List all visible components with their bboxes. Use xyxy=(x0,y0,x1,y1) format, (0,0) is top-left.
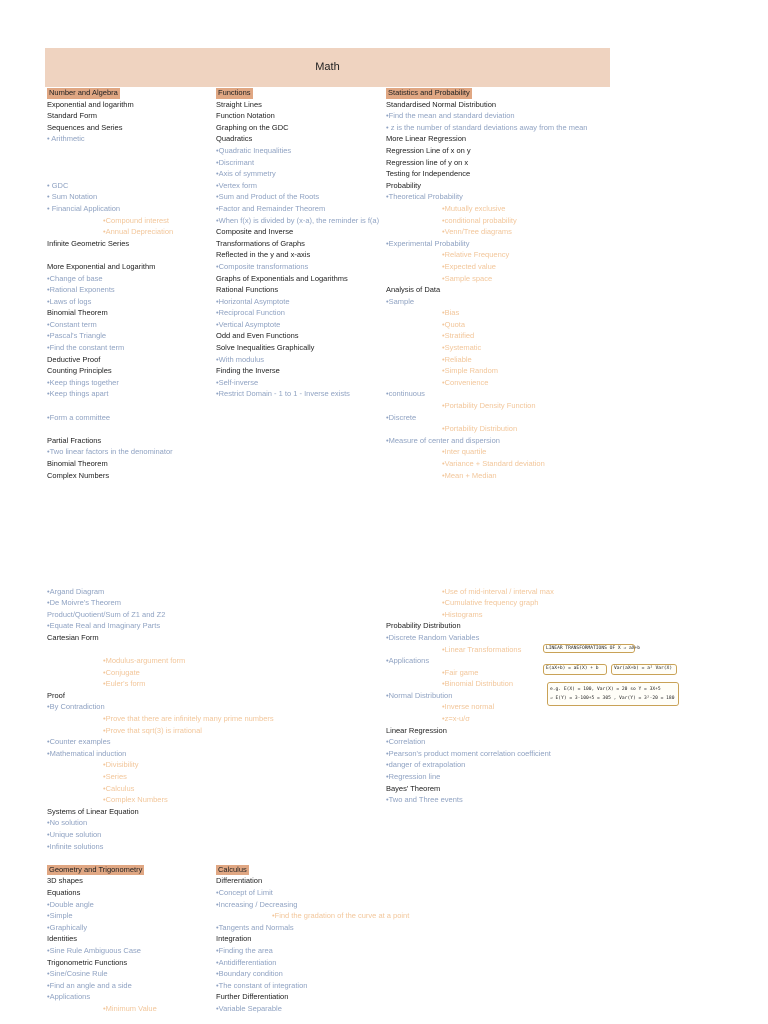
subtopic-line: •Laws of logs xyxy=(47,296,92,306)
subtopic-line: •Find an angle and a side xyxy=(47,980,132,990)
detail-line: •Conjugate xyxy=(103,667,140,677)
topic-line: Differentiation xyxy=(216,876,263,886)
detail-line: •Portability Distribution xyxy=(442,424,518,434)
subtopic-line: •Mathematical induction xyxy=(47,748,127,758)
subtopic-line: •Applications xyxy=(47,992,91,1002)
topic-line: Analysis of Data xyxy=(386,285,441,295)
subtopic-line: •Regression line xyxy=(386,772,441,782)
detail-line: •Divisibility xyxy=(103,760,139,770)
topic-line: Cartesian Form xyxy=(47,632,99,642)
detail-line: •Histograms xyxy=(442,609,483,619)
section-header: Number and Algebra xyxy=(49,88,118,97)
subtopic-line: •Graphically xyxy=(47,922,88,932)
subtopic-line: •Equate Real and Imaginary Parts xyxy=(47,621,161,631)
topic-line: Partial Fractions xyxy=(47,435,102,445)
topic-line: Regression Line of x on y xyxy=(386,145,471,155)
detail-line: •z=x-u/σ xyxy=(442,714,470,724)
subtopic-line: • Arithmetic xyxy=(47,134,85,144)
detail-line: •Systematic xyxy=(442,343,482,353)
detail-line: •Relative Frequency xyxy=(442,250,510,260)
detail-line: •Linear Transformations xyxy=(442,644,522,654)
topic-line: Linear Regression xyxy=(386,725,447,735)
section-header: Statistics and Probability xyxy=(388,88,470,97)
topic-line: Counting Principles xyxy=(47,366,112,376)
detail-line: •Reliable xyxy=(442,354,472,364)
detail-line: •Inter quartile xyxy=(442,447,487,457)
subtopic-line: •Reciprocal Function xyxy=(216,308,285,318)
subtopic-line: •Sum and Product of the Roots xyxy=(216,192,320,202)
topic-line: Function Notation xyxy=(216,111,275,121)
note-example-line-2: ⇒ E(Y) = 3·100+5 = 305 , Var(Y) = 3²·20 = 180 xyxy=(550,696,675,701)
topic-line: Transformations of Graphs xyxy=(216,238,305,248)
detail-line: •Prove that there are infinitely many prime numbers xyxy=(103,714,274,724)
subtopic-line: •Double angle xyxy=(47,899,94,909)
subtopic-line: •Change of base xyxy=(47,273,103,283)
subtopic-line: •Finding the area xyxy=(216,945,273,955)
detail-line: •Mutually exclusive xyxy=(442,203,506,213)
subtopic-line: •Sample xyxy=(386,296,415,306)
detail-line: •Fair game xyxy=(442,667,479,677)
detail-line: •Annual Depreciation xyxy=(103,227,174,237)
topic-line xyxy=(216,829,456,841)
note-formula-mean: E(aX+b) = aE(X) + b xyxy=(543,664,607,675)
note-example xyxy=(547,682,679,706)
detail-line: •Quota xyxy=(442,319,466,329)
subtopic-line: •With modulus xyxy=(216,354,265,364)
subtopic-line: •Axis of symmetry xyxy=(216,169,276,179)
topic-line xyxy=(216,841,456,853)
topic-line: Systems of Linear Equation xyxy=(47,806,139,816)
note-formula-variance: Var(aX+b) = a² Var(X) xyxy=(611,664,677,675)
subtopic-line: •Increasing / Decreasing xyxy=(216,899,298,909)
subtopic-line: •Keep things apart xyxy=(47,389,109,399)
subtopic-line: •Find the constant term xyxy=(47,343,125,353)
topic-line: 3D shapes xyxy=(47,876,83,886)
topic-line xyxy=(216,806,456,818)
subtopic-line: •Unique solution xyxy=(47,830,102,839)
detail-line: •Euler's form xyxy=(103,679,146,689)
title-banner xyxy=(45,48,610,87)
detail-line: •Sample space xyxy=(442,273,493,283)
subtopic-line: •Vertical Asymptote xyxy=(216,319,281,329)
topic-line xyxy=(386,504,626,516)
subtopic-line: •De Moivre's Theorem xyxy=(47,598,121,608)
section-header-row xyxy=(216,864,456,876)
subtopic-line: •Horizontal Asymptote xyxy=(216,296,290,306)
subtopic-line: •Antidifferentiation xyxy=(216,957,277,967)
subtopic-line: •Concept of Limit xyxy=(216,887,273,897)
subtopic-line: •Find the mean and standard deviation xyxy=(386,111,515,121)
topic-line: Further Differentiation xyxy=(216,992,289,1002)
topic-line: Probability xyxy=(386,180,422,190)
subtopic-line: • Financial Application xyxy=(47,203,121,213)
note-example-line-1: e.g. E(X) = 100, Var(X) = 20 so Y = 3X+5 xyxy=(550,687,661,692)
topic-line xyxy=(386,516,626,528)
subtopic-line: •Sine Rule Ambiguous Case xyxy=(47,945,141,955)
linear-transformations-note xyxy=(543,644,683,708)
subtopic-line: •Restrict Domain - 1 to 1 - Inverse exists xyxy=(216,389,350,399)
topic-line xyxy=(386,539,626,551)
topic-line: Odd and Even Functions xyxy=(216,331,299,341)
topic-line: Identities xyxy=(47,934,78,944)
topic-line xyxy=(386,562,626,574)
subtopic-line: •Experimental Probability xyxy=(386,238,470,248)
subtopic-line: •danger of extrapolation xyxy=(386,760,466,770)
detail-line: •Complex Numbers xyxy=(103,795,168,805)
topic-line: Regression line of y on x xyxy=(386,157,469,167)
subtopic-line: •Pascal's Triangle xyxy=(47,331,107,341)
topic-line: Equations xyxy=(47,887,81,897)
subtopic-line: •continuous xyxy=(386,389,425,399)
subtopic-line: •Applications xyxy=(386,656,430,666)
topic-line: More Linear Regression xyxy=(386,134,467,144)
topic-line: Rational Functions xyxy=(216,285,279,295)
detail-line: •Find the gradation of the curve at a point xyxy=(272,911,410,921)
detail-line: •Prove that sqrt(3) is irrational xyxy=(103,725,202,735)
topic-line: Bayes' Theorem xyxy=(386,783,441,793)
topic-line: Binomial Theorem xyxy=(47,459,108,468)
subtopic-line: • Sum Notation xyxy=(47,192,98,202)
subtopic-line: •Rational Exponents xyxy=(47,285,115,295)
subtopic-line: •Self-inverse xyxy=(216,377,259,387)
section-header: Calculus xyxy=(218,864,247,874)
detail-line: •conditional probability xyxy=(442,215,517,225)
topic-line: Integration xyxy=(216,934,252,944)
detail-line: •Expected value xyxy=(442,261,496,271)
detail-line: •Inverse normal xyxy=(442,702,495,712)
topic-line xyxy=(386,528,626,540)
subtopic-line: • z is the number of standard deviations away from the mean xyxy=(386,122,588,132)
detail-line: •Calculus xyxy=(103,783,135,793)
subtopic-line: •Simple xyxy=(47,911,73,921)
topic-line: Reflected in the y and x-axis xyxy=(216,250,311,260)
subtopic-line: •Theoretical Probability xyxy=(386,192,463,202)
topic-line xyxy=(386,574,626,586)
subtopic-line: •Keep things together xyxy=(47,377,119,387)
detail-line: •Venn/Tree diagrams xyxy=(442,227,512,237)
detail-line: •Variance + Standard deviation xyxy=(442,459,545,468)
topic-line: Trigonometric Functions xyxy=(47,957,128,967)
topic-line: Finding the Inverse xyxy=(216,366,280,376)
subtopic-line: •Factor and Remainder Theorem xyxy=(216,203,326,213)
topic-line: Composite and Inverse xyxy=(216,227,294,237)
detail-line: •Binomial Distribution xyxy=(442,679,513,689)
subtopic-line: •Quadratic Inequalities xyxy=(216,145,292,155)
detail-line: •Series xyxy=(103,772,127,782)
subtopic-line: •Correlation xyxy=(386,737,426,747)
topic-line xyxy=(216,852,456,864)
subtopic-line: •The constant of integration xyxy=(216,980,308,990)
topic-line: Graphs of Exponentials and Logarithms xyxy=(216,273,348,283)
page-title: Math xyxy=(315,61,340,73)
subtopic-line: •Form a committee xyxy=(47,412,111,422)
detail-line: •Simple Random xyxy=(442,366,498,376)
topic-line: Exponential and logarithm xyxy=(47,99,134,109)
topic-line: Proof xyxy=(47,690,65,700)
topic-line: More Exponential and Logarithm xyxy=(47,261,156,271)
subtopic-line: •Normal Distribution xyxy=(386,690,453,700)
topic-line: Deductive Proof xyxy=(47,354,101,364)
topic-line: Sequences and Series xyxy=(47,122,123,132)
subtopic-line: • GDC xyxy=(47,180,69,190)
detail-line: •Use of mid-interval / interval max xyxy=(442,586,554,596)
topic-line: Graphing on the GDC xyxy=(216,122,289,132)
topic-line xyxy=(386,481,626,493)
topic-line: Standardised Normal Distribution xyxy=(386,99,497,109)
subtopic-line: •Argand Diagram xyxy=(47,586,105,596)
detail-line: •Portability Density Function xyxy=(442,401,536,411)
section-header-row xyxy=(386,87,626,99)
topic-line: Infinite Geometric Series xyxy=(47,238,130,248)
subtopic-line: •Boundary condition xyxy=(216,969,283,979)
subtopic-line: •Two linear factors in the denominator xyxy=(47,447,173,457)
subtopic-line: •Pearson's product moment correlation coefficient xyxy=(386,748,551,758)
topic-line: Straight Lines xyxy=(216,99,262,109)
topic-line xyxy=(386,551,626,563)
detail-line: •Mean + Median xyxy=(442,470,497,480)
detail-line: •Cumulative frequency graph xyxy=(442,598,539,608)
subtopic-line: •Variable Separable xyxy=(216,1003,282,1013)
detail-line: •Minimum Value xyxy=(103,1003,157,1013)
subtopic-line: •Infinite solutions xyxy=(47,841,104,851)
topic-line: Probability Distribution xyxy=(386,621,461,631)
detail-line: •Compound interest xyxy=(103,215,169,225)
subtopic-line: •Discrete xyxy=(386,412,417,422)
subtopic-line: •Sine/Cosine Rule xyxy=(47,969,108,979)
subtopic-line: •By Contradiction xyxy=(47,702,105,712)
topic-line xyxy=(386,493,626,505)
section-header: Functions xyxy=(218,88,251,97)
subtopic-line: •Discrimant xyxy=(216,157,255,167)
topic-line xyxy=(216,817,456,829)
subtopic-line: •No solution xyxy=(47,818,88,828)
subtopic-line: •Composite transformations xyxy=(216,261,309,271)
subtopic-line: •Counter examples xyxy=(47,737,111,747)
subtopic-line: •Tangents and Normals xyxy=(216,922,294,932)
detail-line: •Modulus-argument form xyxy=(103,656,186,666)
section-header: Geometry and Trigonometry xyxy=(49,864,143,874)
detail-line: •Bias xyxy=(442,308,460,318)
subtopic-line: Product/Quotient/Sum of Z1 and Z2 xyxy=(47,609,166,619)
topic-line: Solve Inequalities Graphically xyxy=(216,343,315,353)
subtopic-line: •Measure of center and dispersion xyxy=(386,435,500,445)
detail-line: •Convenience xyxy=(442,377,489,387)
subtopic-line: •Two and Three events xyxy=(386,795,463,805)
topic-line: Complex Numbers xyxy=(47,470,110,480)
topic-line: Quadratics xyxy=(216,134,253,144)
topic-line: Testing for Independence xyxy=(386,169,471,179)
subtopic-line: •When f(x) is divided by (x-a), the reminder is f(a) xyxy=(216,215,380,225)
topic-line: Binomial Theorem xyxy=(47,308,108,318)
subtopic-line: •Constant term xyxy=(47,319,97,329)
note-title: LINEAR TRANSFORMATIONS OF X ⇒ aX+b xyxy=(543,644,635,653)
detail-line: •Stratified xyxy=(442,331,475,341)
subtopic-line: •Discrete Random Variables xyxy=(386,632,480,642)
topic-line: Standard Form xyxy=(47,111,98,121)
subtopic-line: •Vertex form xyxy=(216,180,257,190)
